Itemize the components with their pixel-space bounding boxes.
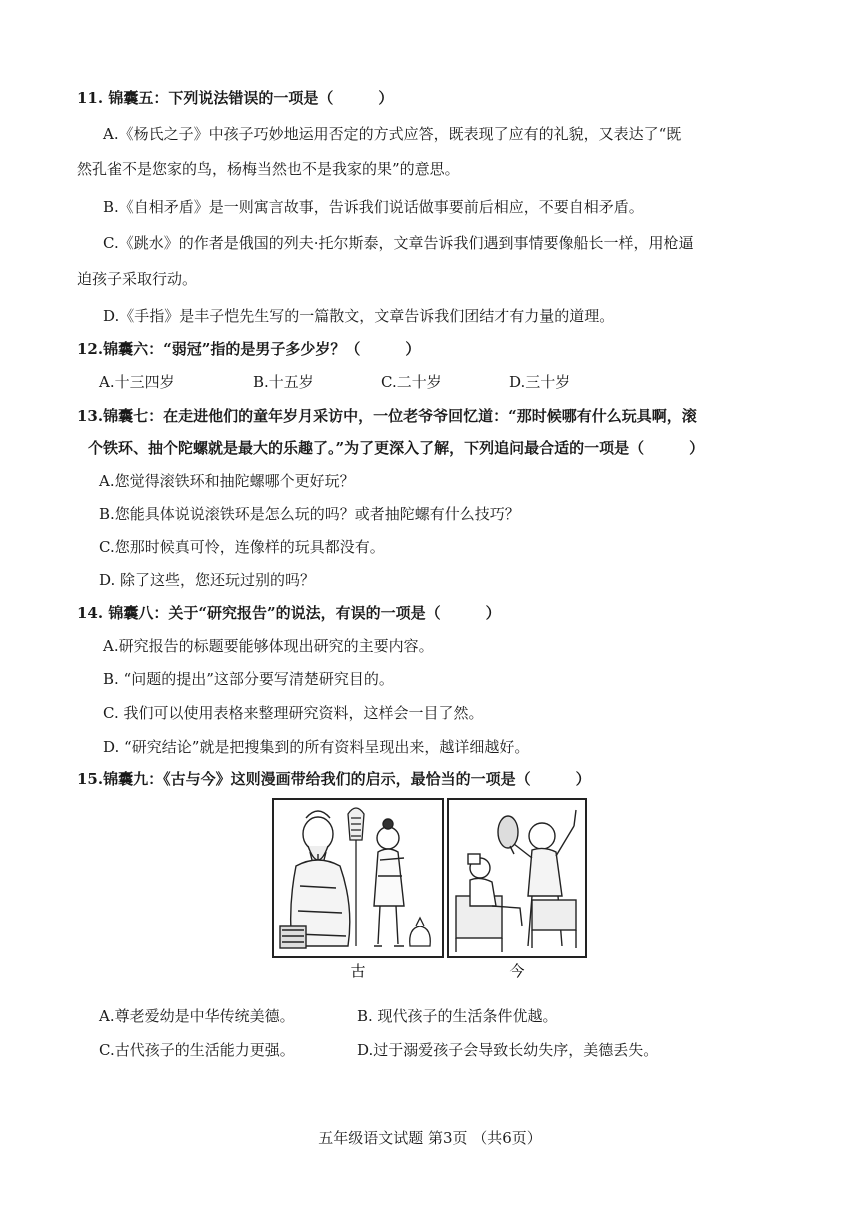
q12-option-b: B.十五岁 [253,373,314,391]
q11-option-a-line1: A.《杨氏之子》中孩子巧妙地运用否定的方式应答，既表现了应有的礼貌，又表达了“既 [103,125,682,143]
q13-stem-line1: 13.锦囊七：在走进他们的童年岁月采访中，一位老爷爷回忆道：“那时候哪有什么玩具啊，滚 [77,407,697,425]
q11-option-c-line1: C.《跳水》的作者是俄国的列夫·托尔斯泰，文章告诉我们遇到事情要像船长一样，用枪逼 [103,234,694,252]
q11-option-b: B.《自相矛盾》是一则寓言故事，告诉我们说话做事要前后相应，不要自相矛盾。 [103,198,644,216]
q11-option-c-line2: 迫孩子采取行动。 [77,270,198,288]
q13-option-d: D. 除了这些，您还玩过别的吗？ [99,571,316,589]
q14-option-c: C. 我们可以使用表格来整理研究资料，这样会一目了然。 [103,704,484,722]
q15-option-d: D.过于溺爱孩子会导致长幼失序，美德丢失。 [357,1041,659,1059]
q12-option-a: A.十三四岁 [99,373,175,391]
q11-option-d: D.《手指》是丰子恺先生写的一篇散文，文章告诉我们团结才有力量的道理。 [103,307,615,325]
q13-option-a: A.您觉得滚铁环和抽陀螺哪个更好玩？ [99,472,355,490]
q12-option-c: C.二十岁 [381,373,442,391]
q12-stem: 12.锦囊六：“弱冠”指的是男子多少岁？（ ） [77,340,421,358]
q11-stem: 11. 锦囊五：下列说法错误的一项是（ ） [77,89,394,107]
q14-stem: 14. 锦囊八：关于“研究报告”的说法，有误的一项是（ ） [77,604,501,622]
q12-option-d: D.三十岁 [509,373,571,391]
cartoon-label-modern: 今 [509,962,525,980]
q14-option-d: D. “研究结论”就是把搜集到的所有资料呈现出来，越详细越好。 [103,738,530,756]
q13-option-b: B.您能具体说说滚铁环是怎么玩的吗？或者抽陀螺有什么技巧？ [99,505,520,523]
q14-option-a: A.研究报告的标题要能够体现出研究的主要内容。 [103,637,434,655]
q15-stem: 15.锦囊九：《古与今》这则漫画带给我们的启示，最恰当的一项是（ ） [77,770,591,788]
q15-option-a: A.尊老爱幼是中华传统美德。 [99,1007,295,1025]
page-footer: 五年级语文试题 第3页 （共6页） [318,1129,542,1147]
q15-option-b: B. 现代孩子的生活条件优越。 [357,1007,558,1025]
cartoon-image [270,796,588,986]
q11-option-a-line2: 然孔雀不是您家的鸟，杨梅当然也不是我家的果”的意思。 [77,160,460,178]
q13-stem-line2: 个铁环、抽个陀螺就是最大的乐趣了。”为了更深入了解，下列追问最合适的一项是（ ） [88,439,705,457]
cartoon-label-ancient: 古 [350,962,366,980]
q15-option-c: C.古代孩子的生活能力更强。 [99,1041,295,1059]
q13-option-c: C.您那时候真可怜，连像样的玩具都没有。 [99,538,385,556]
q14-option-b: B. “问题的提出”这部分要写清楚研究目的。 [103,670,394,688]
